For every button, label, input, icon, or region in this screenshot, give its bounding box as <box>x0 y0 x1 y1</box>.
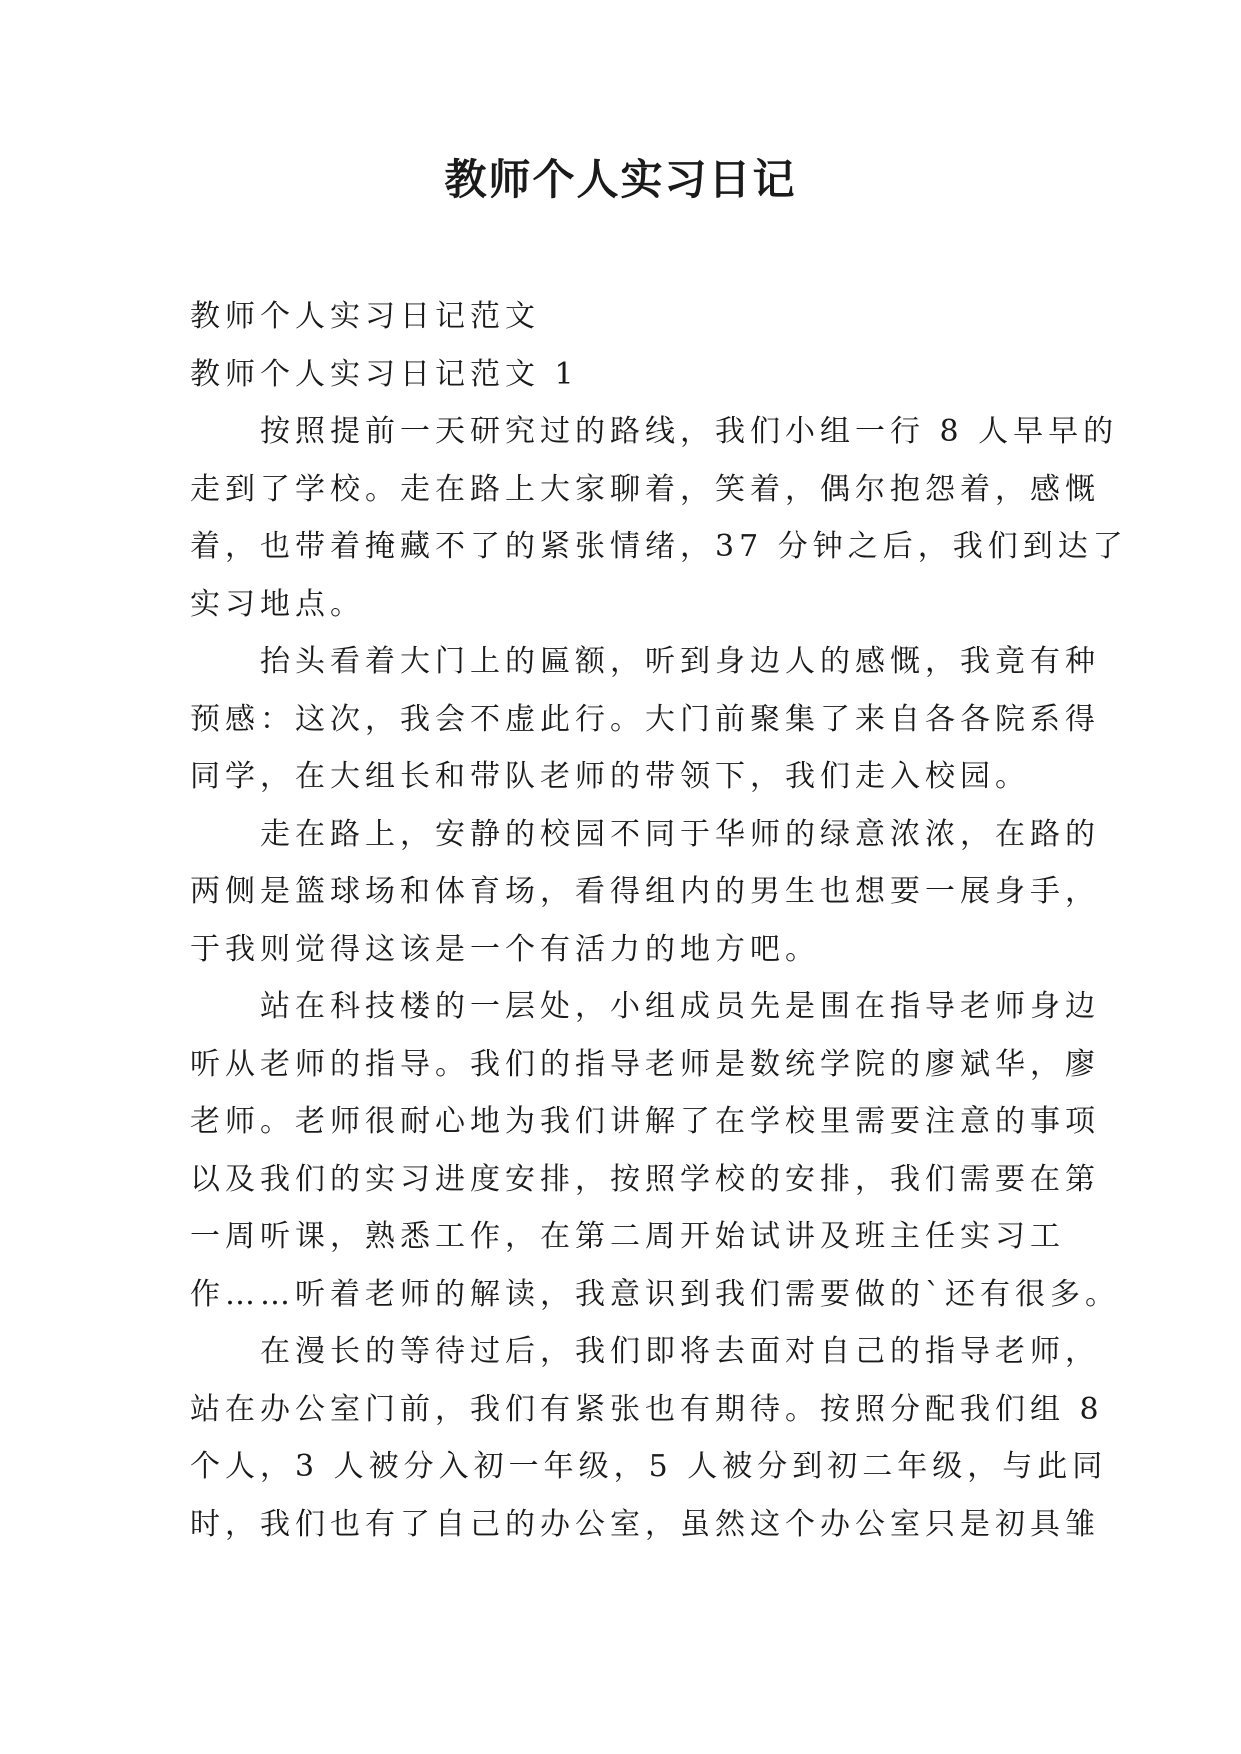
text-line: 抬头看着大门上的匾额，听到身边人的感慨，我竟有种 <box>190 644 1100 679</box>
document-title: 教师个人实习日记 <box>444 155 797 204</box>
text-line: 站在科技楼的一层处，小组成员先是围在指导老师身边 <box>190 989 1100 1024</box>
text-line: 走到了学校。走在路上大家聊着，笑着，偶尔抱怨着，感慨 <box>190 471 1100 507</box>
text-line: 以及我们的实习进度安排，按照学校的安排，我们需要在第 <box>190 1161 1100 1197</box>
text-line: 按照提前一天研究过的路线，我们小组一行 8 人早早的 <box>190 414 1119 449</box>
document-body <box>190 288 1128 1553</box>
text-line: 在漫长的等待过后，我们即将去面对自己的指导老师， <box>190 1334 1100 1369</box>
text-line: 老师。老师很耐心地为我们讲解了在学校里需要注意的事项 <box>190 1104 1100 1139</box>
text-line: 走在路上，安静的校园不同于华师的绿意浓浓，在路的 <box>190 816 1100 852</box>
text-line: 实习地点。 <box>190 586 365 622</box>
text-line: 预感：这次，我会不虚此行。大门前聚集了来自各各院系得 <box>190 701 1100 737</box>
section-heading: 教师个人实习日记范文 1 <box>190 356 579 392</box>
text-line: 两侧是篮球场和体育场，看得组内的男生也想要一展身手， <box>190 874 1100 909</box>
text-line: 着，也带着掩藏不了的紧张情绪，37 分钟之后，我们到达了 <box>190 529 1128 564</box>
text-line: 作……听着老师的解读，我意识到我们需要做的`还有很多。 <box>190 1276 1120 1312</box>
text-line: 于我则觉得这该是一个有活力的地方吧。 <box>190 931 820 967</box>
text-line: 个人，3 人被分入初一年级，5 人被分到初二年级，与此同 <box>190 1449 1108 1484</box>
text-line: 听从老师的指导。我们的指导老师是数统学院的廖斌华，廖 <box>190 1046 1100 1082</box>
text-line: 站在办公室门前，我们有紧张也有期待。按照分配我们组 8 <box>190 1391 1104 1427</box>
subtitle-line: 教师个人实习日记范文 <box>190 299 540 334</box>
text-line: 时，我们也有了自己的办公室，虽然这个办公室只是初具雏 <box>190 1506 1100 1542</box>
text-line: 一周听课，熟悉工作，在第二周开始试讲及班主任实习工 <box>190 1219 1065 1254</box>
text-line: 同学，在大组长和带队老师的带领下，我们走入校园。 <box>190 759 1030 794</box>
